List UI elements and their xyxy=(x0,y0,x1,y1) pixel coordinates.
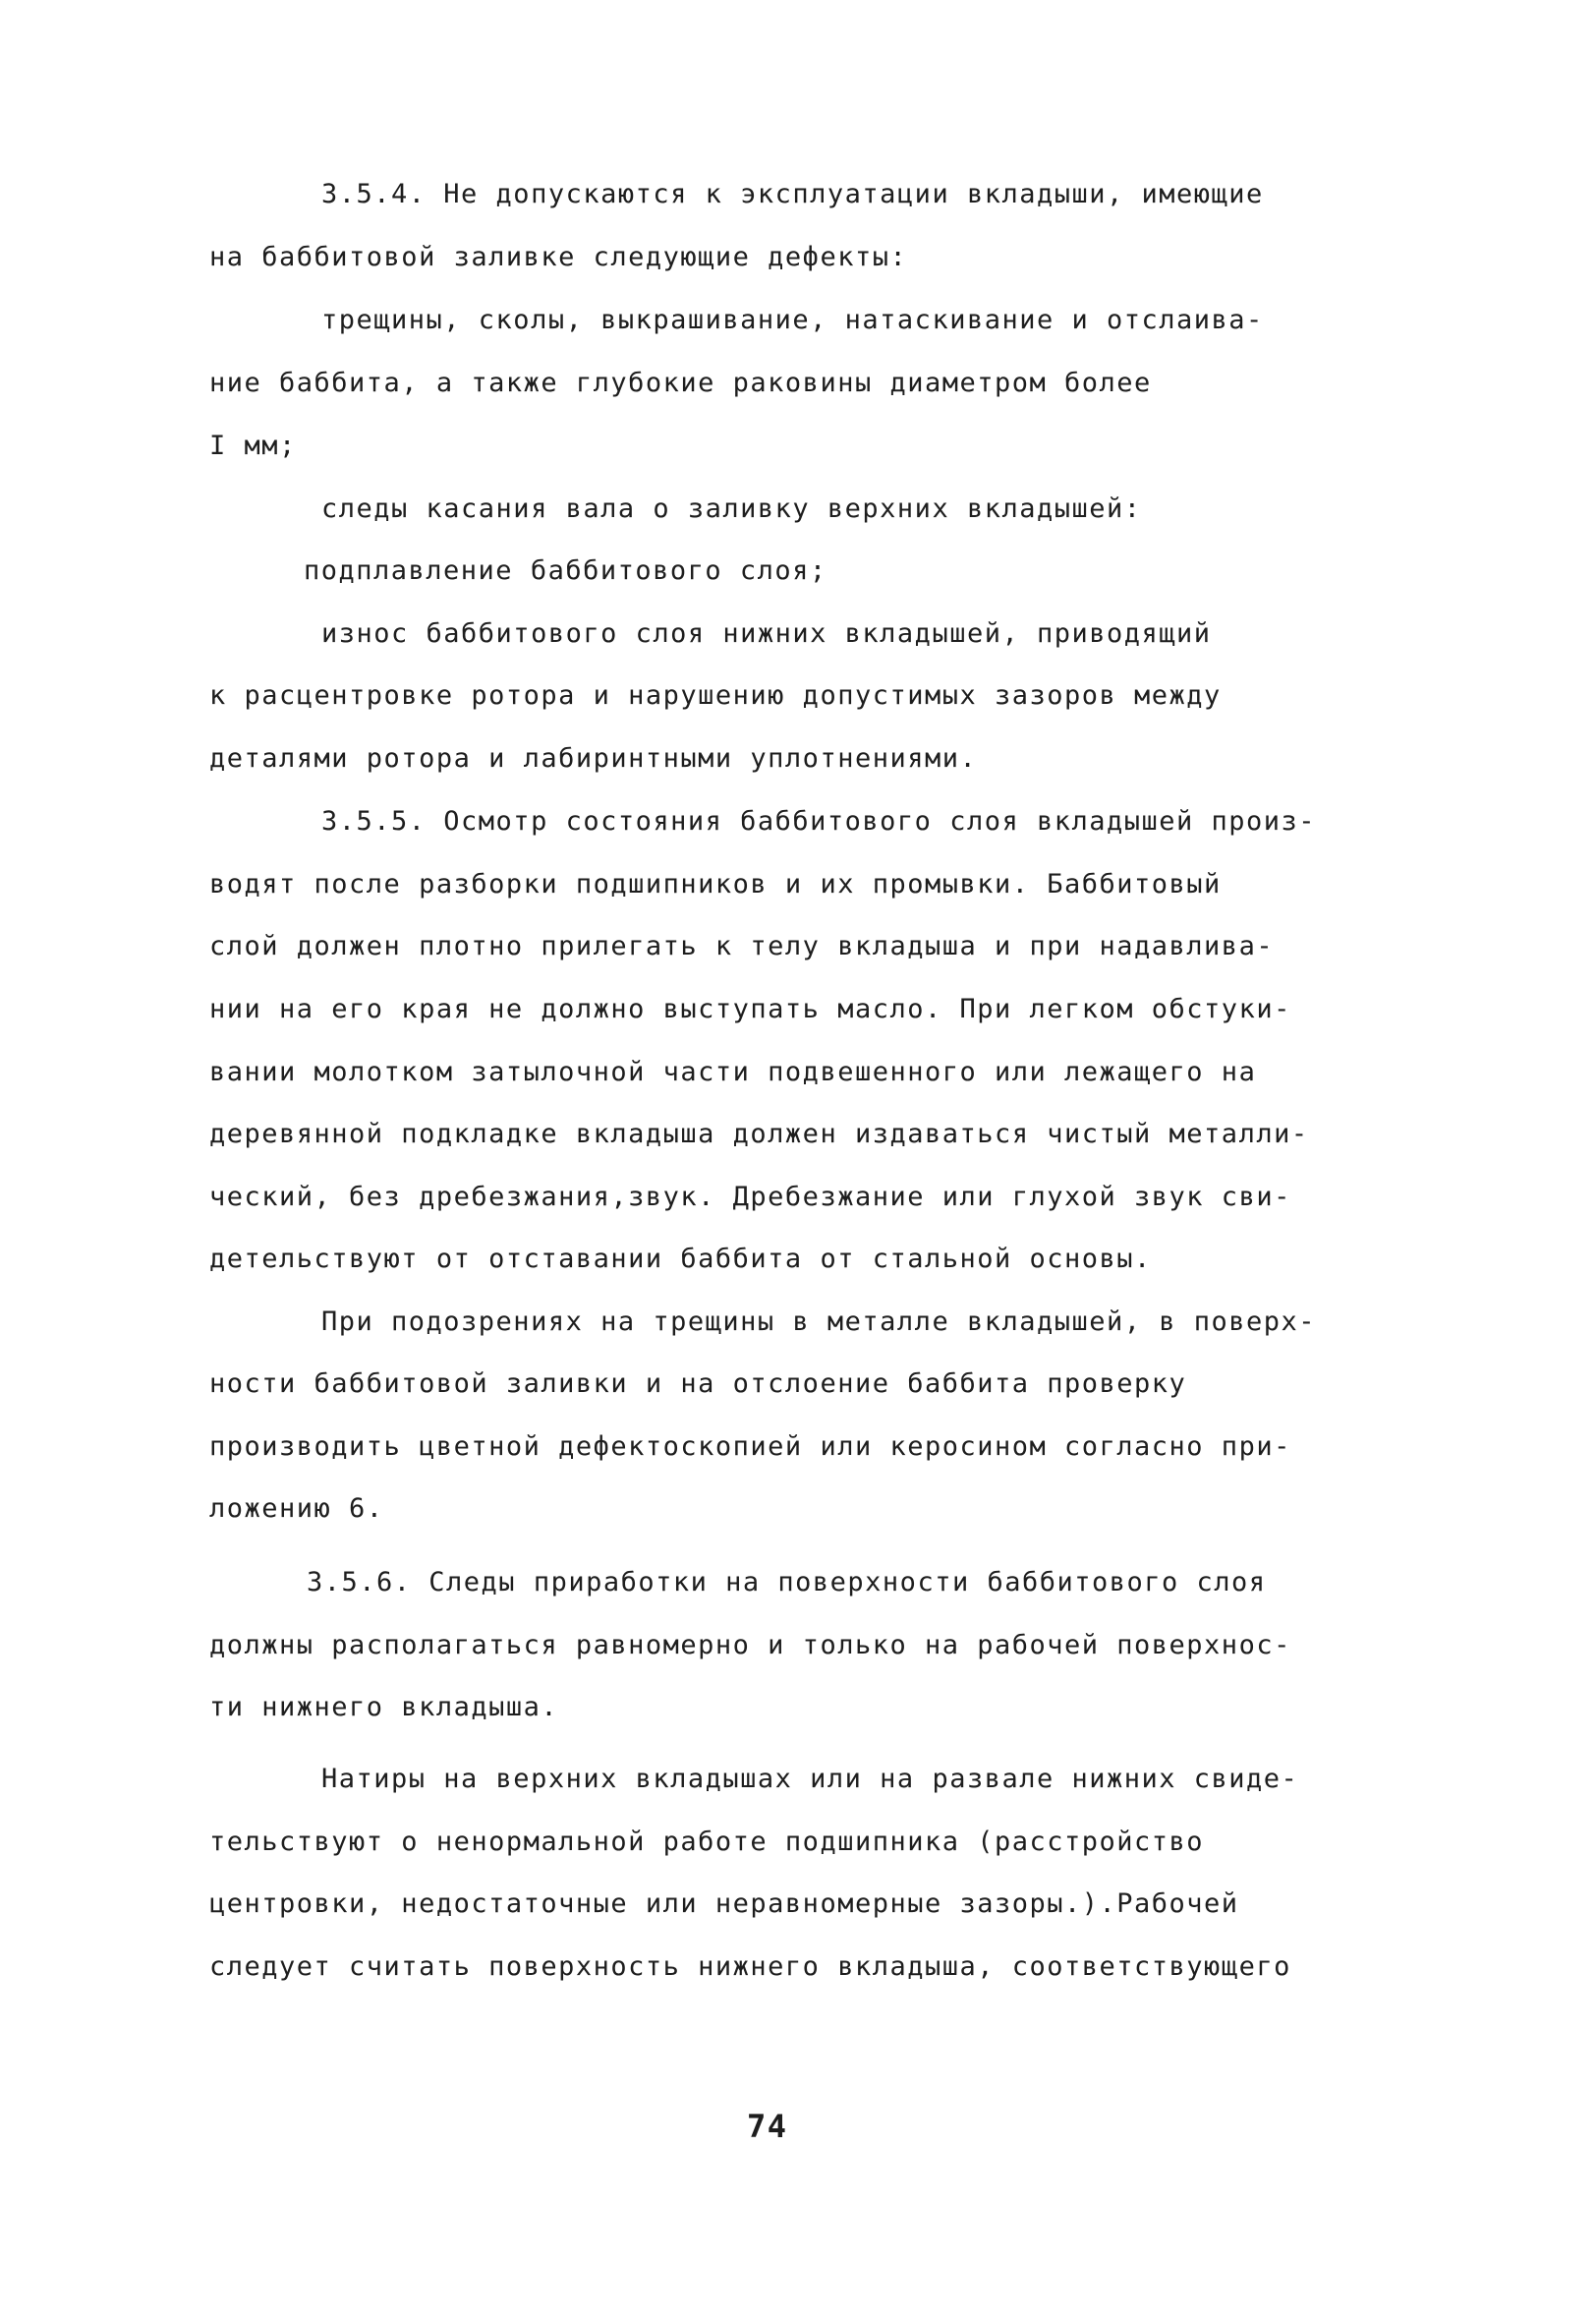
text-line: износ баббитового слоя нижних вкладышей, приводящий xyxy=(321,618,1212,649)
text-line: должны располагаться равномерно и только на рабочей поверхнос- xyxy=(209,1630,1291,1660)
text-line: деталями ротора и лабиринтными уплотнениями. xyxy=(209,743,978,774)
text-line: ности баббитовой заливки и на отслоение баббита проверку xyxy=(209,1368,1187,1399)
text-line: детельствуют от отставании баббита от стальной основы. xyxy=(209,1244,1152,1274)
text-line: деревянной подкладке вкладыша должен издаваться чистый металли- xyxy=(209,1119,1309,1149)
text-line: ложению 6. xyxy=(209,1493,384,1524)
text-line: нии на его края не должно выступать масло. При легком обстуки- xyxy=(209,994,1291,1024)
text-line: на баббитовой заливке следующие дефекты: xyxy=(209,242,908,272)
text-line: I мм; xyxy=(209,431,297,461)
text-line: водят после разборки подшипников и их промывки. Баббитовый xyxy=(209,869,1222,900)
text-line: ти нижнего вкладыша. xyxy=(209,1692,559,1722)
text-line: ние баббита, а также глубокие раковины диаметром более xyxy=(209,368,1152,398)
text-line: вании молотком затылочной части подвешенного или лежащего на xyxy=(209,1057,1257,1087)
text-line: производить цветной дефектоскопией или керосином согласно при- xyxy=(209,1431,1291,1462)
text-line: тельствуют о ненормальной работе подшипника (расстройство xyxy=(209,1827,1205,1857)
text-line: 3.5.5. Осмотр состояния баббитового слоя вкладышей произ- xyxy=(321,806,1317,837)
text-line: центровки, недостаточные или неравномерные зазоры.).Рабочей xyxy=(209,1888,1239,1919)
text-line: следы касания вала о заливку верхних вкладышей: xyxy=(321,493,1142,524)
text-line: Натиры на верхних вкладышах или на развале нижних свиде- xyxy=(321,1764,1299,1794)
text-line: слой должен плотно прилегать к телу вкладыша и при надавлива- xyxy=(209,931,1275,961)
text-line: трещины, сколы, выкрашивание, натаскивание и отслаива- xyxy=(321,305,1264,335)
page-number: 74 xyxy=(747,2108,788,2145)
text-line: к расцентровке ротора и нарушению допустимых зазоров между xyxy=(209,680,1222,711)
text-line: подплавление баббитового слоя; xyxy=(304,555,827,586)
text-line: 3.5.4. Не допускаются к эксплуатации вкладыши, имеющие xyxy=(321,179,1264,209)
text-line: 3.5.6. Следы приработки на поверхности баббитового слоя xyxy=(307,1567,1267,1597)
text-line: ческий, без дребезжания,звук. Дребезжание или глухой звук сви- xyxy=(209,1182,1291,1212)
text-line: При подозрениях на трещины в металле вкладышей, в поверх- xyxy=(321,1306,1317,1337)
text-line: следует считать поверхность нижнего вкладыша, соответствующего xyxy=(209,1951,1291,1982)
